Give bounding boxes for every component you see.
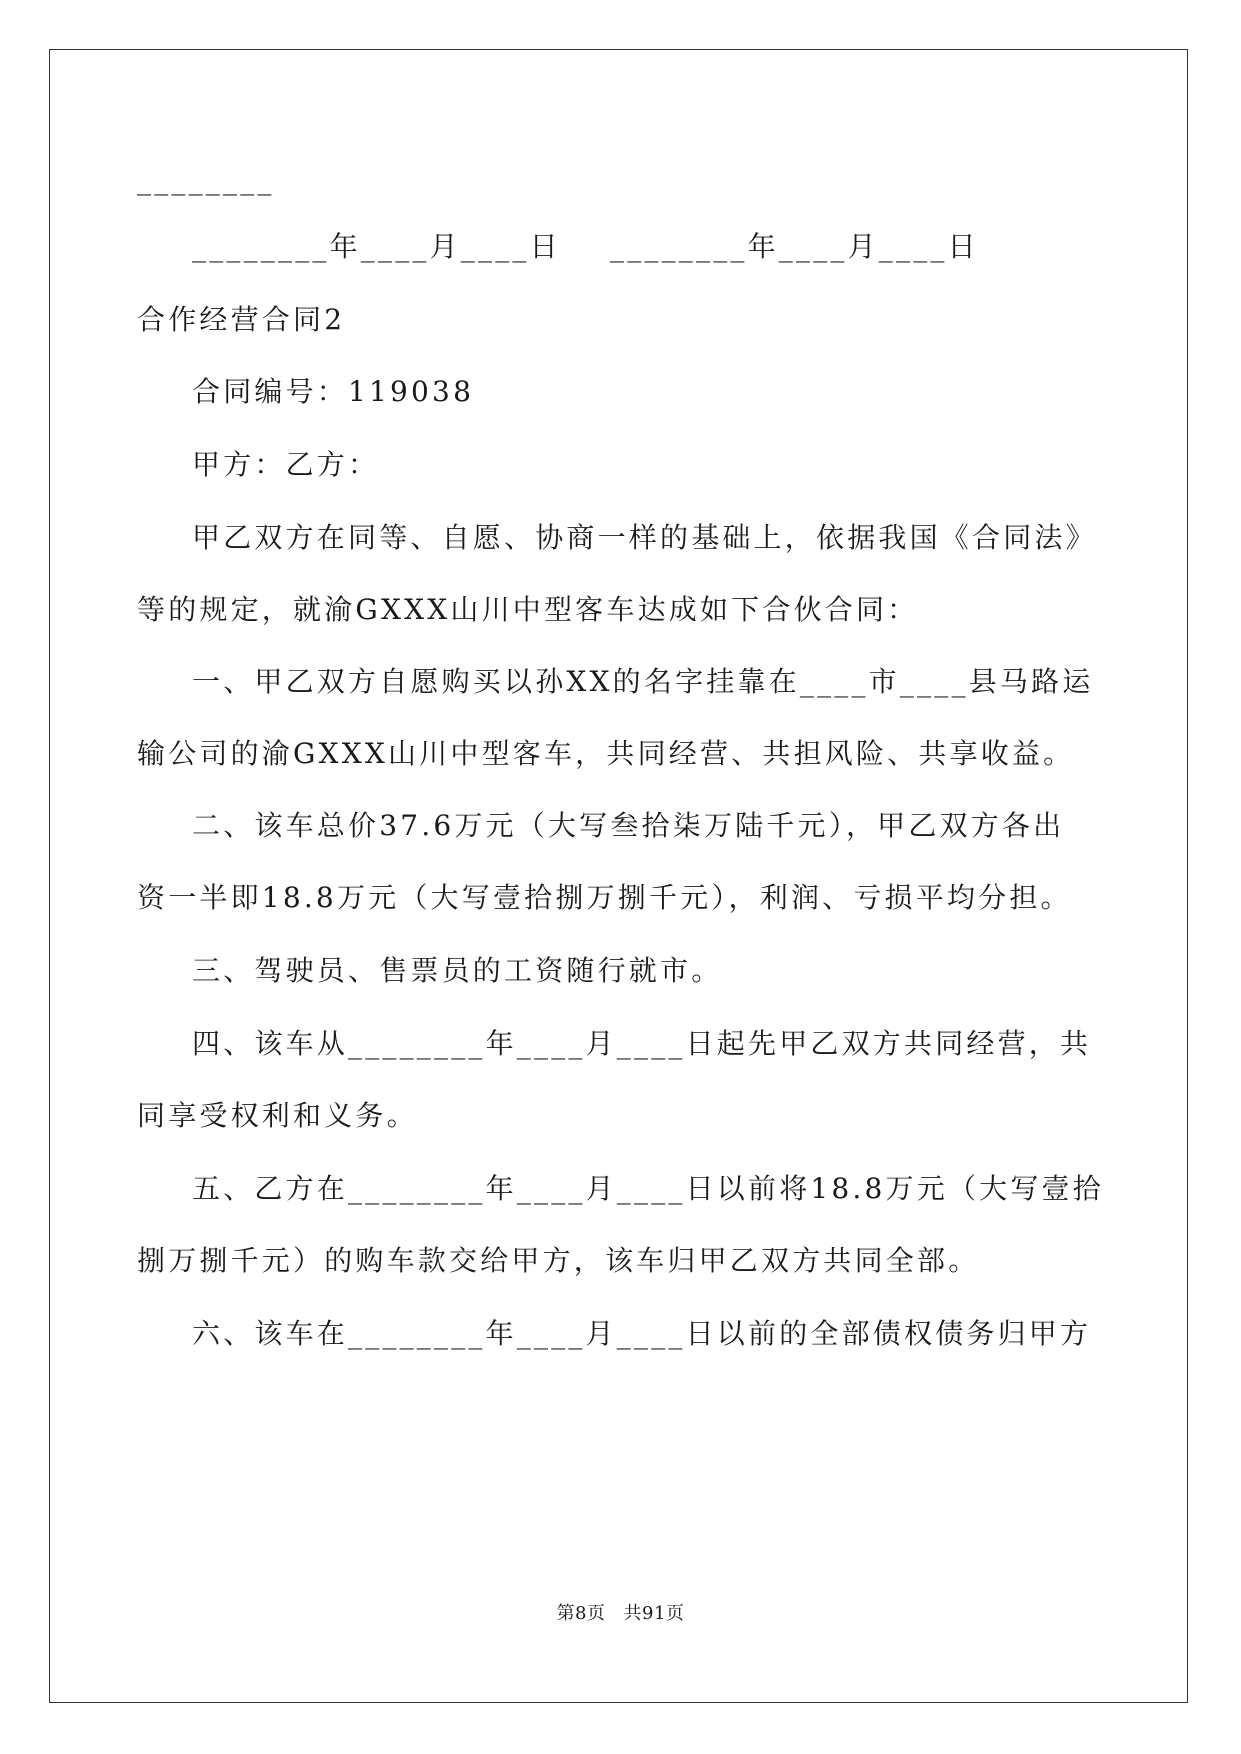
page-total: 共91页 (623, 1603, 685, 1624)
signature-blank: ________ (137, 163, 275, 196)
clause-2-line-2: 资一半即18.8万元（大写壹拾捌万捌千元），利润、亏损平均分担。 (137, 881, 1072, 914)
page-footer (0, 1603, 1241, 1625)
date-line-party-b: ________年____月____日 (610, 230, 979, 263)
clause-3-line-1: 三、驾驶员、售票员的工资随行就市。 (192, 954, 723, 987)
page-number: 第8页 (556, 1603, 606, 1624)
preamble-line-1: 甲乙双方在同等、自愿、协商一样的基础上，依据我国《合同法》 (192, 521, 1097, 554)
clause-5-line-1: 五、乙方在________年____月____日以前将18.8万元（大写壹拾 (192, 1172, 1104, 1205)
clause-5-line-2: 捌万捌千元）的购车款交给甲方，该车归甲乙双方共同全部。 (137, 1244, 980, 1277)
clause-4-line-1: 四、该车从________年____月____日起先甲乙双方共同经营，共 (192, 1027, 1092, 1060)
preamble-line-2: 等的规定，就渝GXXX山川中型客车达成如下合伙合同： (137, 593, 919, 626)
clause-1-line-2: 输公司的渝GXXX山川中型客车，共同经营、共担风险、共享收益。 (137, 737, 1075, 770)
contract-number: 合同编号：119038 (192, 375, 475, 408)
clause-1-line-1: 一、甲乙双方自愿购买以孙XX的名字挂靠在____市____县马路运 (192, 665, 1094, 698)
date-line-party-a: ________年____月____日 (192, 230, 561, 263)
clause-6-line-1: 六、该车在________年____月____日以前的全部债权债务归甲方 (192, 1317, 1092, 1350)
parties-line: 甲方：乙方： (192, 448, 380, 481)
page-border (49, 49, 1188, 1703)
contract-title: 合作经营合同2 (137, 303, 346, 336)
clause-4-line-2: 同享受权利和义务。 (137, 1099, 418, 1132)
clause-2-line-1: 二、该车总价37.6万元（大写叁拾柒万陆千元），甲乙双方各出 (192, 809, 1065, 842)
